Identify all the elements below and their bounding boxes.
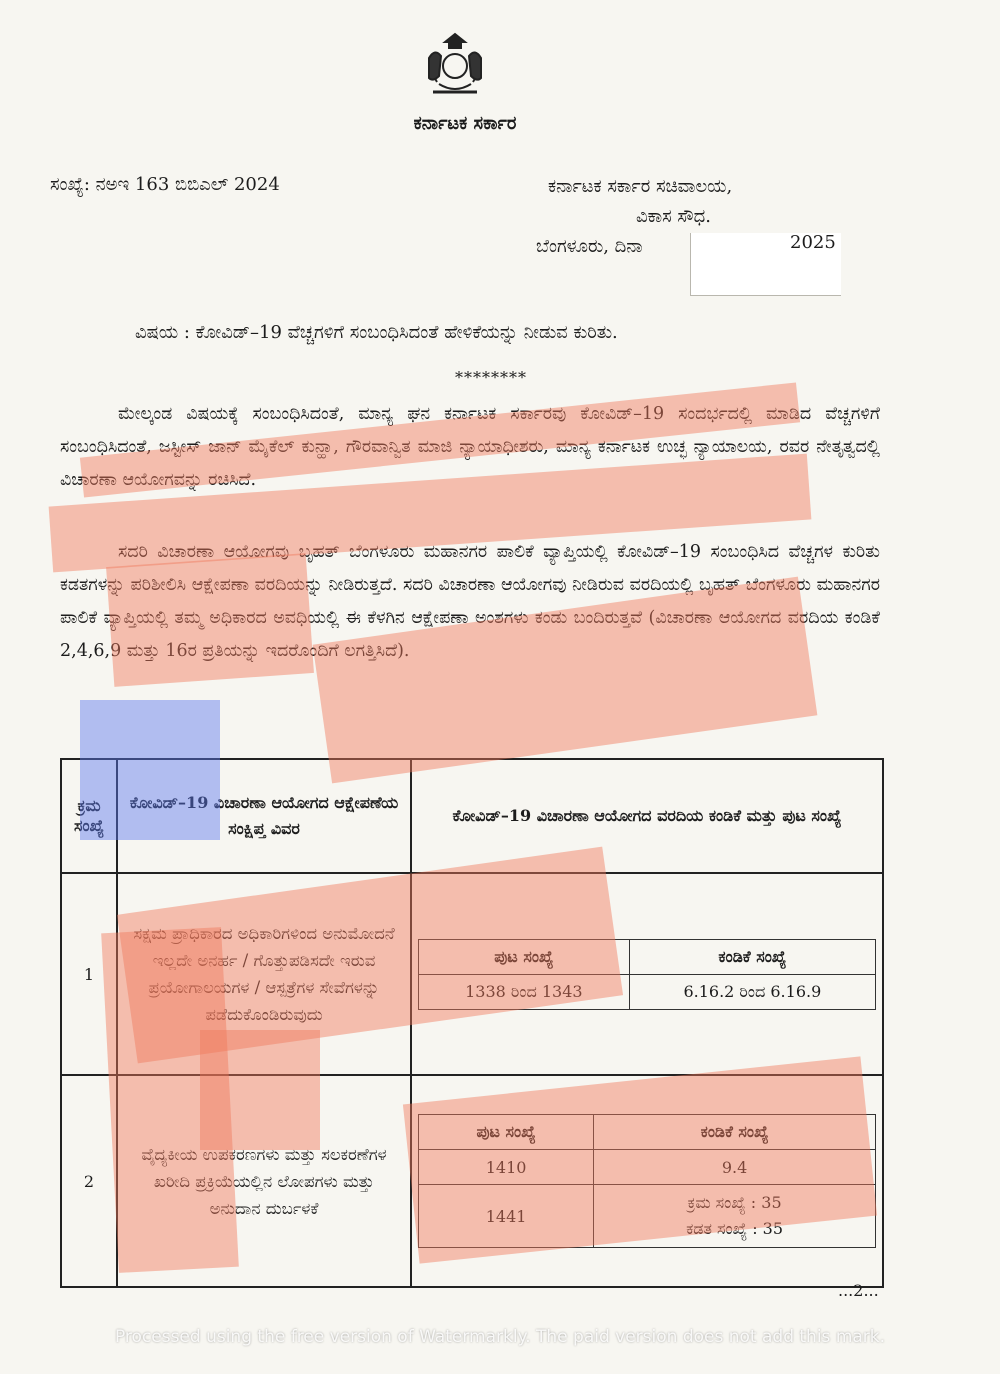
page-number-value: 1441 <box>419 1185 594 1248</box>
subheader-page-no: ಪುಟ ಸಂಖ್ಯೆ <box>419 1115 594 1150</box>
row-description: ವೈದ್ಯಕೀಯ ಉಪಕರಣಗಳು ಮತ್ತು ಸಲಕರಣೆಗಳ ಖರೀದಿ ಪ್ರಕ್ರಿಯೆಯಲ್ಲಿನ ಲೋಪಗಳು ಮತ್ತು ಅನುದಾನ ದುರ್ಬಳಕೆ <box>117 1075 411 1287</box>
date-year: 2025 <box>790 232 836 253</box>
objections-table <box>60 758 884 1288</box>
file-number-ref: ಕಡತ ಸಂಖ್ಯೆ : 35 <box>686 1219 784 1238</box>
government-title: ಕರ್ನಾಟಕ ಸರ್ಕಾರ <box>413 113 517 134</box>
table-row <box>61 1075 883 1287</box>
subheader-page-no: ಪುಟ ಸಂಖ್ಯೆ <box>419 939 630 974</box>
address-line-2: ವಿಕಾಸ ಸೌಧ. <box>636 206 711 227</box>
row-description: ಸಕ್ಷಮ ಪ್ರಾಧಿಕಾರದ ಅಧಿಕಾರಿಗಳಿಂದ ಅನುಮೋದನೆ ಇಲ್ಲದೇ ಅನರ್ಹ / ಗೊತ್ತುಪಡಿಸದೇ ಇರುವ ಪ್ರಯೋಗಾಲಯಗಳ / ಆಸ್ಪತ್ರೆಗಳ ಸೇವೆಗಳನ್ನು ಪಡೆದುಕೊಂಡಿರುವುದು <box>117 873 411 1075</box>
para-number-value: 6.16.2 ರಿಂದ 6.16.9 <box>629 974 875 1009</box>
date-prefix: ಬೆಂಗಳೂರು, ದಿನಾ <box>536 236 643 257</box>
row-reference-cell <box>411 1075 883 1287</box>
subheader-para-no: ಕಂಡಿಕೆ ಸಂಖ್ಯೆ <box>594 1115 876 1150</box>
table-header-row <box>61 759 883 873</box>
header-serial-no: ಕ್ರಮ ಸಂಖ್ಯೆ <box>61 759 117 873</box>
reference-subtable <box>418 939 876 1010</box>
separator: ******** <box>455 368 527 387</box>
paragraph-2: ಸದರಿ ವಿಚಾರಣಾ ಆಯೋಗವು ಬೃಹತ್ ಬೆಂಗಳೂರು ಮಹಾನಗರ ಪಾಲಿಕೆ ವ್ಯಾಪ್ತಿಯಲ್ಲಿ ಕೋವಿಡ್–19 ಸಂಬಂಧಿಸಿದ ವೆಚ್ಚಗಳ ಕುರಿತು ಕಡತಗಳನ್ನು ಪರಿಶೀಲಿಸಿ ಆಕ್ಷೇಪಣಾ ವರದಿಯನ್ನು ನೀಡಿರುತ್ತದೆ. ಸದರಿ ವಿಚಾರಣಾ ಆಯೋಗವು ನೀಡಿರುವ ವರದಿಯಲ್ಲಿ ಬೃಹತ್ ಬೆಂಗಳೂರು ಮಹಾನಗರ ಪಾಲಿಕೆ ವ್ಯಾಪ್ತಿಯಲ್ಲಿ ತಮ್ಮ ಅಧಿಕಾರದ ಅವಧಿಯಲ್ಲಿ ಈ ಕೆಳಗಿನ ಆಕ್ಷೇಪಣಾ ಅಂಶಗಳು ಕಂಡು ಬಂದಿರುತ್ತವೆ (ವಿಚಾರಣಾ ಆಯೋಗದ ವರದಿಯ ಕಂಡಿಕೆ 2,4,6,9 ಮತ್ತು 16ರ ಪ್ರತಿಯನ್ನು ಇದರೊಂದಿಗೆ ಲಗತ್ತಿಸಿದೆ). <box>60 542 880 661</box>
serial-number-ref: ಕ್ರಮ ಸಂಖ್ಯೆ : 35 <box>687 1193 782 1212</box>
karnataka-emblem-icon <box>415 28 495 108</box>
reference-subtable <box>418 1114 876 1248</box>
row-number: 2 <box>61 1075 117 1287</box>
page-number-value: 1338 ರಿಂದ 1343 <box>419 974 630 1009</box>
watermark-text: Processed using the free version of Watermarkly. The paid version does not add this mark. <box>114 1327 886 1347</box>
page-continuation: ...2... <box>838 1281 879 1300</box>
row-number: 1 <box>61 873 117 1075</box>
page-number-value: 1410 <box>419 1150 594 1185</box>
subheader-para-no: ಕಂಡಿಕೆ ಸಂಖ್ಯೆ <box>629 939 875 974</box>
para-number-value: 9.4 <box>594 1150 876 1185</box>
paragraph-1: ಮೇಲ್ಕಂಡ ವಿಷಯಕ್ಕೆ ಸಂಬಂಧಿಸಿದಂತೆ, ಮಾನ್ಯ ಘನ ಕರ್ನಾಟಕ ಸರ್ಕಾರವು ಕೋವಿಡ್–19 ಸಂದರ್ಭದಲ್ಲಿ ಮಾಡಿದ ವೆಚ್ಚಗಳಿಗೆ ಸಂಬಂಧಿಸಿದಂತೆ, ಜಸ್ಟೀಸ್ ಜಾನ್ ಮೈಕೆಲ್ ಕುನ್ಹಾ, ಗೌರವಾನ್ವಿತ ಮಾಜಿ ನ್ಯಾಯಾಧೀಶರು, ಮಾನ್ಯ ಕರ್ನಾಟಕ ಉಚ್ಛ ನ್ಯಾಯಾಲಯ, ರವರ ನೇತೃತ್ವದಲ್ಲಿ ವಿಚಾರಣಾ ಆಯೋಗವನ್ನು ರಚಿಸಿದೆ. <box>60 404 880 490</box>
table-row <box>61 873 883 1075</box>
address-line-1: ಕರ್ನಾಟಕ ಸರ್ಕಾರ ಸಚಿವಾಲಯ, <box>548 176 733 197</box>
header-report-reference: ಕೋವಿಡ್–19 ವಿಚಾರಣಾ ಆಯೋಗದ ವರದಿಯ ಕಂಡಿಕೆ ಮತ್ತು ಪುಟ ಸಂಖ್ಯೆ <box>411 759 883 873</box>
header-objection-summary: ಕೋವಿಡ್–19 ವಿಚಾರಣಾ ಆಯೋಗದ ಆಕ್ಷೇಪಣೆಯ ಸಂಕ್ಷಿಪ್ತ ವಿವರ <box>117 759 411 873</box>
row-reference-cell <box>411 873 883 1075</box>
para-number-value <box>594 1185 876 1248</box>
reference-number: ಸಂಖ್ಯೆ: ನಅಇ 163 ಬಿಬಿಎಲ್ 2024 <box>50 174 280 195</box>
subject-line: ವಿಷಯ : ಕೋವಿಡ್–19 ವೆಚ್ಚಗಳಿಗೆ ಸಂಬಂಧಿಸಿದಂತೆ ಹೇಳಿಕೆಯನ್ನು ನೀಡುವ ಕುರಿತು. <box>135 322 618 343</box>
